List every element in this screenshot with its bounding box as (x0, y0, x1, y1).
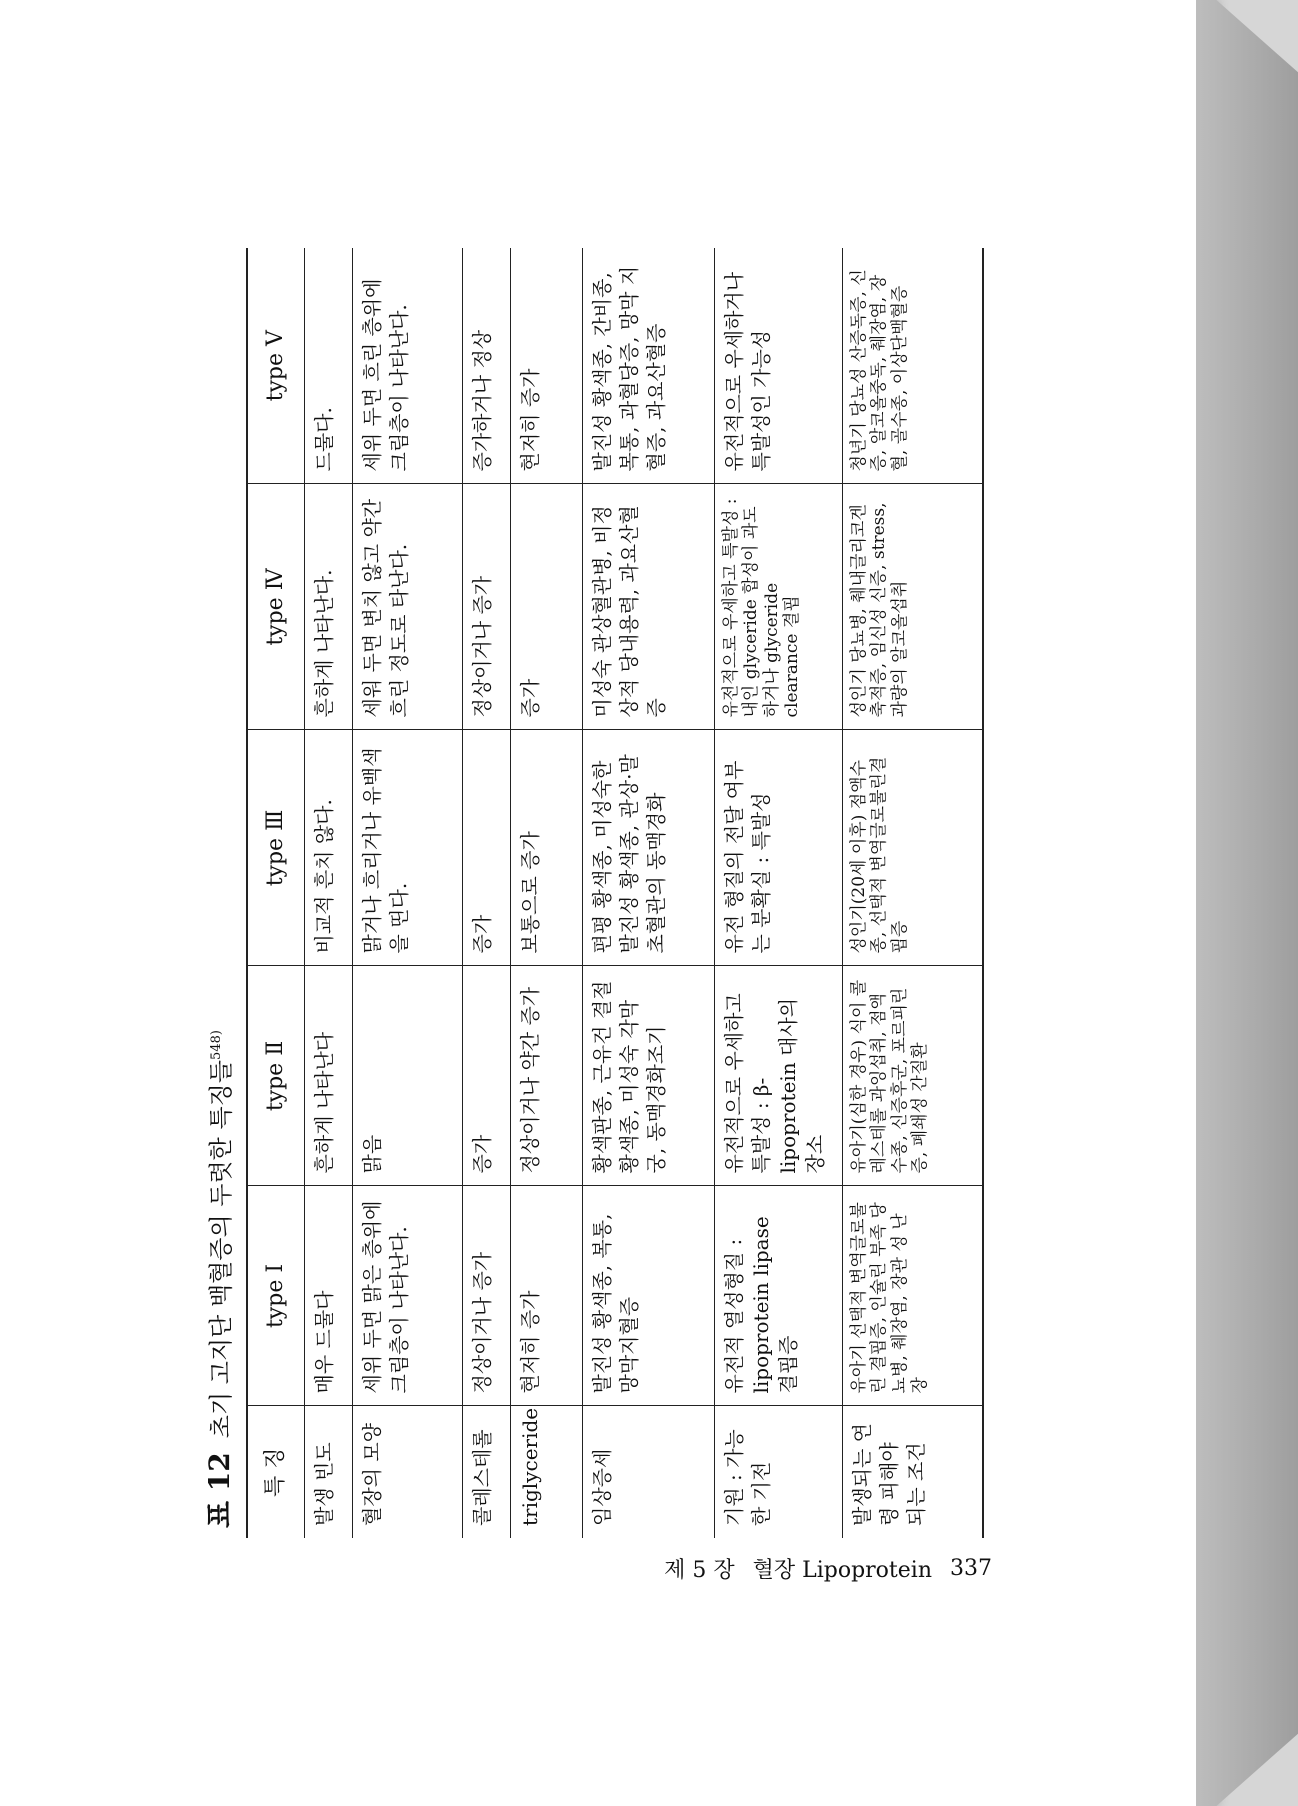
table-row (715, 248, 843, 1538)
table-cell: 보통으로 증가 (511, 730, 583, 966)
table-row (463, 248, 511, 1538)
table-row (305, 248, 353, 1538)
table-row (843, 248, 983, 1538)
page-number: 337 (950, 1555, 992, 1581)
table-cell: 황색판종, 근유건 결절황색종, 미성숙 각막궁, 동맥경화조기 (583, 966, 715, 1186)
rotated-table-block (198, 248, 978, 1538)
table-cell: 증가 (463, 730, 511, 966)
table-cell: 미성숙 관상혈관병, 비정상적 당내용력, 과요산혈증 (583, 484, 715, 730)
table-cell: 성인기 당뇨병, 췌내글리코겐축적증, 임신성 신증, stress, 과량의 알코올섭취 (843, 484, 983, 730)
lipoprotein-type-table (246, 248, 984, 1538)
table-cell: 비교적 흔치 않다. (305, 730, 353, 966)
page-footer (652, 1548, 992, 1588)
table-row (353, 248, 463, 1538)
header-type-2: type Ⅱ (247, 966, 305, 1186)
chapter-label: 제 5 장 (664, 1557, 735, 1583)
table-cell: 청년기 당뇨성 산증독증, 신증, 알코올중독, 췌장염, 장혈, 골수종, 이상단백혈증 (843, 248, 983, 484)
table-header-row (247, 248, 305, 1538)
row-label: 혈장의 모양 (353, 1406, 463, 1538)
table-cell: 현저히 증가 (511, 1186, 583, 1406)
table-cell: 세위 두면 흐린 층위에 크림층이 나타난다. (353, 248, 463, 484)
table-label: 표 12 (203, 1452, 236, 1528)
table-cell: 증가 (511, 484, 583, 730)
reference-number: 548) (208, 1030, 224, 1060)
table-row (583, 248, 715, 1538)
table-cell: 맑거나 흐리거나 유백색을 띤다. (353, 730, 463, 966)
table-cell: 현저히 증가 (511, 248, 583, 484)
row-label: 발생되는 연령 피해야 되는 조건 (843, 1406, 983, 1538)
table-cell: 세위 두면 맑은 층위에 크림층이 나타난다. (353, 1186, 463, 1406)
table-cell: 맑음 (353, 966, 463, 1186)
table-cell: 편평 황색종, 미성숙한 발진성 황색종, 관상·말초혈관의 동맥경화 (583, 730, 715, 966)
table-title: 초기 고지단 백혈증의 두렷한 특징들$^{548)}$ (206, 1030, 235, 1439)
table-cell: 세워 두면 변치 않고 약간 흐린 정도로 타난다. (353, 484, 463, 730)
table-cell: 정상이거나 증가 (463, 1186, 511, 1406)
table-cell: 성인기(20세 이후) 점액수종, 선택적 변역글로불린결핍증 (843, 730, 983, 966)
header-type-4: type Ⅳ (247, 484, 305, 730)
row-label: 기원 : 가능한 기전 (715, 1406, 843, 1538)
table-cell: 유전적으로 우세하고 특발성 : 내인 glyceride 합성이 과도하거나 glyceride clearance 결핍 (715, 484, 843, 730)
table-cell: 드물다. (305, 248, 353, 484)
table-cell: 매우 드물다 (305, 1186, 353, 1406)
table-cell: 증가하거나 정상 (463, 248, 511, 484)
table-cell: 유전 형질의 전달 여부는 분확실 : 특발성 (715, 730, 843, 966)
row-label: triglyceride (511, 1406, 583, 1538)
row-label: 임상증세 (583, 1406, 715, 1538)
header-type-1: type Ⅰ (247, 1186, 305, 1406)
header-feature: 특 징 (247, 1406, 305, 1538)
table-cell: 유아기(심한 경우) 식이 콜레스테롤 과잉섭취, 점액수종, 신증후군, 포르피린증, 폐쇄성 간질환 (843, 966, 983, 1186)
table-cell: 흔하게 나타난다 (305, 966, 353, 1186)
table-cell: 발진성 황색종, 복통, 망막지혈증 (583, 1186, 715, 1406)
header-type-3: type Ⅲ (247, 730, 305, 966)
table-cell: 정상이거나 증가 (463, 484, 511, 730)
header-type-5: type Ⅴ (247, 248, 305, 484)
table-cell: 유전적으로 우세하고 특발성 : β-lipoprotein 대사의 장소 (715, 966, 843, 1186)
table-cell: 증가 (463, 966, 511, 1186)
row-label: 발생 빈도 (305, 1406, 353, 1538)
page-edge-shadow (1196, 0, 1298, 1806)
table-cell: 흔하게 나타난다. (305, 484, 353, 730)
table-row (511, 248, 583, 1538)
chapter-title: 혈장 Lipoprotein (752, 1557, 932, 1583)
table-cell: 유아기 선택적 변역글로불린 결핍증, 인슐린 부족 당뇨병, 췌장염, 장관 성 난장 (843, 1186, 983, 1406)
table-cell: 발진성 황색종, 간비종, 복통, 과혈당증, 망막 지혈증, 과요산혈증 (583, 248, 715, 484)
table-cell: 유전적 열성형질 : lipoprotein lipase 결핍증 (715, 1186, 843, 1406)
table-cell: 정상이거나 약간 증가 (511, 966, 583, 1186)
table-caption (198, 1030, 238, 1528)
table-cell: 유전적으로 우세하거나 특발성인 가능성 (715, 248, 843, 484)
row-label: 콜레스테롤 (463, 1406, 511, 1538)
